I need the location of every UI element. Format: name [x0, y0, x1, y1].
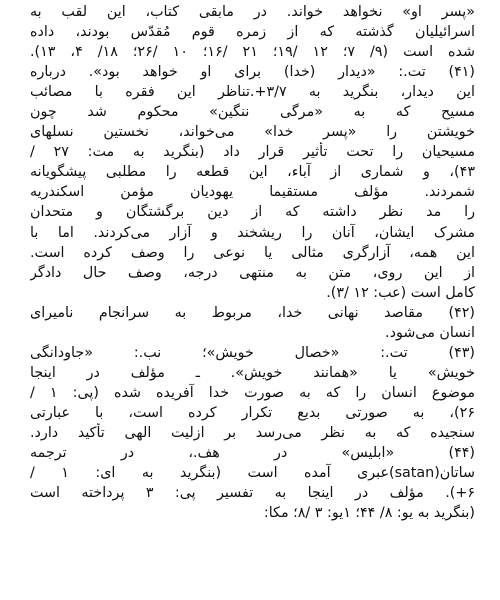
text-line: (۴۲) مقاصد نهانی خدا، مربوط به سرانجام نامیرای	[30, 304, 475, 321]
text-line: (۴۳) تت.: «خصال خویش»؛ نب.: «جاودانگی	[30, 344, 475, 361]
text-line: مشرک ایشان، آنان را ریشخند و آزار می‌کردند. اما با	[30, 224, 475, 241]
text-line: ۴۳)، و شماری از آباء، این قطعه را مطلبی پیشگویانه	[30, 164, 475, 181]
text-line: شده است (۹/ ۷؛ ۱۲ /۱۹؛ ۲۱ /۱۶؛ ۱۰ /۲۶؛ ۱۸/ ۴، ۱۳).	[30, 44, 475, 61]
text-line: (بنگرید به یو: ۸/ ۴۴؛ ۱یو: ۳ /۸؛ مکا:	[263, 505, 475, 522]
text-line: مسیح که به «مرگی ننگین» محکوم شد چون	[30, 104, 475, 121]
text-line: انسان می‌شود.	[385, 324, 475, 341]
text-line: (۴۴) «ابلیس» در هف.، در ترجمه	[30, 445, 475, 462]
text-line: این دیدار، بنگرید به ۳/۷+.تناظر این فقره با مصائب	[30, 84, 475, 101]
text-line: کامل است (عب: ۱۲ /۳).	[326, 284, 475, 301]
text-line: ۶+). مؤلف در اینجا به تفسیر پی: ۳ پرداخته است	[30, 485, 475, 502]
text-line: خویشتن را «پسر خدا» می‌خواند، نخستین نسلهای	[30, 124, 475, 141]
document-page	[30, 2, 475, 598]
text-line: (۴۱) تت.: «دیدار (خدا) برای او خواهد بود». درباره	[30, 64, 475, 81]
text-line: شمردند. مؤلف مستقیما یهودیان مؤمن اسکندریه	[30, 184, 475, 201]
text-line: خویش» یا «همانند خویش». ـ مؤلف در اینجا	[30, 364, 475, 381]
text-line: سنجیده که به نظر می‌رسد بر ازلیت الهی تأکید دارد.	[30, 424, 475, 441]
text-line: موضوع انسان را که به صورت خدا آفریده شده (پی: ۱ /	[30, 384, 475, 401]
text-line: ۲۶)، به صورتی بدیع تکرار کرده است، با عبارتی	[30, 404, 475, 421]
text-line: این همه، آزارگری مثالی یا نوعی را وصف کرده است.	[30, 244, 475, 261]
text-line: را مد نظر داشته که از دین برگشتگان و متحدان	[30, 204, 475, 221]
text-line: از این روی، متن به منتهی درجه، وصف حال دادگر	[30, 264, 475, 281]
text-line: «پسر او» نخواهد خواند. در مابقی کتاب، این لقب به	[30, 4, 475, 20]
text-line: مسیحیان را تحت تأثیر قرار داد (بنگرید به مت: ۲۷ /	[30, 144, 475, 161]
text-line: ساتان(satan)عبری آمده است (بنگرید به ای: ۱ /	[30, 465, 475, 482]
text-line: اسرائیلیان گذشته که از زمره قوم مُقدّس بودند، داده	[30, 24, 475, 41]
